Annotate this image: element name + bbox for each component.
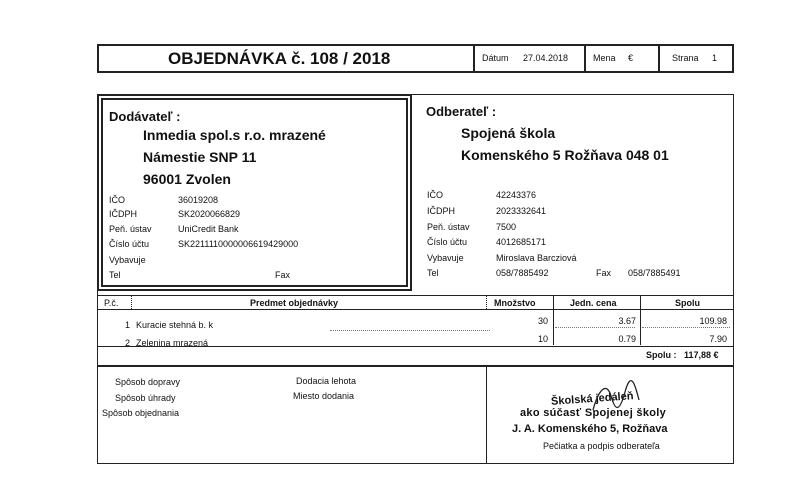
customer-fax-label: Fax [596, 268, 612, 278]
customer-icdph-value: 2023332641 [496, 206, 547, 216]
supplier-ico-value: 36019208 [178, 195, 219, 205]
stamp-line1: Školská jedáleň [550, 390, 634, 408]
customer-name: Spojená škola [461, 125, 556, 141]
date-label: Dátum [482, 53, 509, 63]
row-qty: 10 [537, 334, 548, 344]
row-item: Kuracie stehná b. k [136, 320, 214, 330]
supplier-bank-label: Peň. ústav [109, 224, 152, 234]
document-title: OBJEDNÁVKA č. 108 / 2018 [168, 49, 391, 68]
row-total: 7.90 [709, 334, 727, 344]
supplier-icdph-label: IČDPH [109, 209, 138, 219]
page-value: 1 [712, 53, 718, 63]
order-method-label: Spôsob objednania [102, 408, 180, 418]
currency-label: Mena [593, 53, 616, 63]
row-price: 3.67 [618, 316, 636, 326]
customer-ico-label: IČO [427, 190, 444, 200]
supplier-city: 96001 Zvolen [143, 171, 231, 187]
supplier-icdph-value: SK2020066829 [178, 209, 241, 219]
col-total-header: Spolu [675, 298, 700, 308]
col-qty-header: Množstvo [494, 298, 536, 308]
supplier-fax-label: Fax [275, 270, 291, 280]
supplier-street: Námestie SNP 11 [143, 149, 257, 165]
transport-label: Spôsob dopravy [115, 377, 181, 387]
supplier-name: Inmedia spol.s r.o. mrazené [143, 127, 326, 143]
customer-heading: Odberateľ : [426, 104, 497, 119]
customer-tel-value: 058/7885492 [496, 268, 549, 278]
customer-account-value: 4012685171 [496, 237, 547, 247]
customer-bank-label: Peň. ústav [427, 222, 470, 232]
customer-contact-value: Miroslava Barcziová [496, 253, 577, 263]
payment-label: Spôsob úhrady [115, 393, 176, 403]
col-price-header: Jedn. cena [570, 298, 617, 308]
customer-tel-label: Tel [427, 268, 439, 278]
supplier-heading: Dodávateľ : [109, 109, 181, 124]
supplier-account-value: SK2211110000006619429000 [178, 239, 299, 249]
row-item: Zelenina mrazená [136, 338, 209, 348]
supplier-ico-label: IČO [109, 195, 126, 205]
supplier-tel-label: Tel [109, 270, 121, 280]
customer-contact-label: Vybavuje [427, 253, 464, 263]
sum-value: 117,88 € [684, 350, 719, 360]
supplier-account-label: Číslo účtu [109, 239, 150, 249]
supplier-contact-label: Vybavuje [109, 255, 146, 265]
col-item-header: Predmet objednávky [250, 298, 339, 308]
delivery-time-label: Dodacia lehota [296, 376, 357, 386]
row-number: 2 [124, 338, 130, 348]
supplier-bank-value: UniCredit Bank [178, 224, 239, 234]
col-pc-header: P.č. [104, 298, 119, 308]
customer-account-label: Číslo účtu [427, 237, 468, 247]
signature-icon [585, 378, 645, 418]
stamp-line3: J. A. Komenského 5, Rožňava [512, 423, 668, 435]
row-qty: 30 [537, 316, 548, 326]
currency-value: € [628, 53, 634, 63]
page-label: Strana [672, 53, 699, 63]
sum-label: Spolu : [646, 350, 677, 360]
customer-street: Komenského 5 Rožňava 048 01 [461, 147, 669, 163]
date-value: 27.04.2018 [523, 53, 569, 63]
row-total: 109.98 [699, 316, 727, 326]
signature-label: Pečiatka a podpis odberateľa [543, 441, 660, 451]
customer-fax-value: 058/7885491 [628, 268, 681, 278]
stamp-line2: ako súčasť Spojenej školy [520, 407, 667, 419]
row-number: 1 [124, 320, 130, 330]
customer-ico-value: 42243376 [496, 190, 537, 200]
delivery-place-label: Miesto dodania [293, 391, 355, 401]
customer-bank-value: 7500 [496, 222, 517, 232]
row-price: 0.79 [618, 334, 636, 344]
customer-icdph-label: IČDPH [427, 206, 456, 216]
